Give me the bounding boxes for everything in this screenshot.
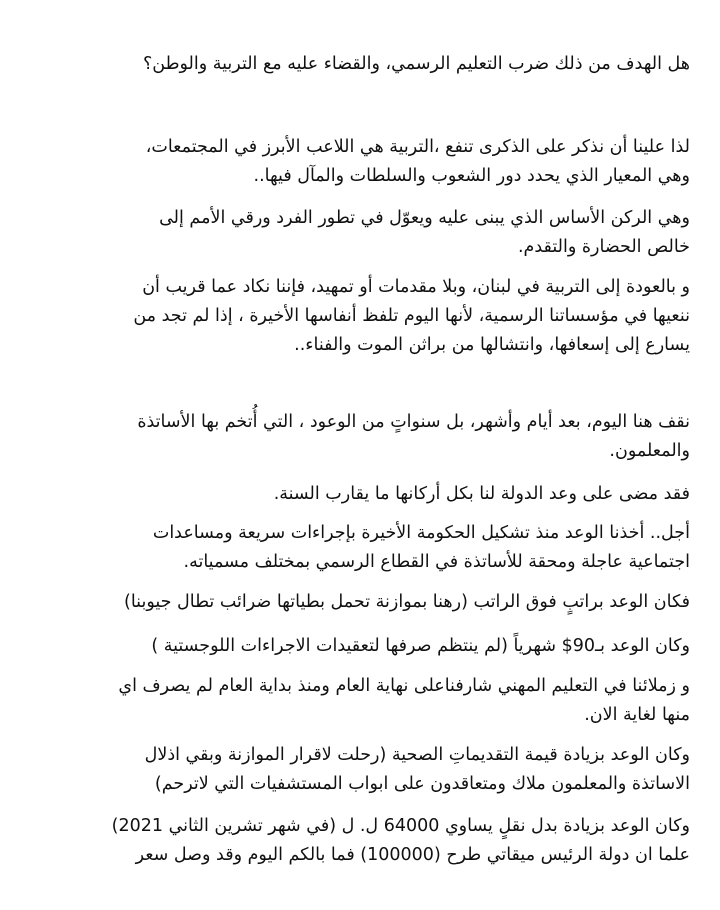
paragraph-line: و بالعودة إلى التربية في لبنان، وبلا مقدمات أو تمهيد، فإننا نكاد عما قريب أن bbox=[142, 277, 690, 297]
heading-line: هل الهدف من ذلك ضرب التعليم الرسمي، والقضاء عليه مع التربية والوطن؟ bbox=[142, 54, 690, 74]
paragraph-line: وكان الوعد بـ90$ شهرياً (لم ينتظم صرفها لتعقيدات الاجراءات اللوجستية ) bbox=[151, 636, 690, 656]
paragraph-line: و زملائنا في التعليم المهني شارفناعلى نهاية العام ومنذ بداية العام لم يصرف اي bbox=[118, 676, 690, 696]
paragraph-line: منها لغاية الان. bbox=[584, 705, 690, 725]
document-heading bbox=[50, 50, 690, 79]
paragraph-8 bbox=[50, 632, 690, 661]
paragraph-3 bbox=[50, 273, 690, 360]
paragraph-2 bbox=[50, 204, 690, 262]
paragraph-10 bbox=[50, 741, 690, 799]
paragraph-7 bbox=[50, 588, 690, 617]
paragraph-line: وكان الوعد بزيادة قيمة التقديماتِ الصحية (رحلت لاقرار الموازنة وبقي اذلال bbox=[144, 745, 690, 765]
paragraph-4 bbox=[50, 408, 690, 466]
paragraph-line: اجتماعية عاجلة ومحقة للأساتذة في القطاع الرسمي بمختلف مسمياته. bbox=[183, 552, 690, 572]
paragraph-line: خالص الحضارة والتقدم. bbox=[517, 237, 690, 257]
paragraph-line: وهي الركن الأساس الذي يبنى عليه ويعوّل في تطور الفرد ورقي الأمم إلى bbox=[159, 208, 690, 228]
paragraph-line: الاساتذة والمعلمون ملاك ومتعاقدون على ابواب المستشفيات التي لاترحم) bbox=[154, 774, 690, 794]
paragraph-11 bbox=[50, 812, 690, 870]
paragraph-line: ننعيها في مؤسساتنا الرسمية، لأنها اليوم تلفظ أنفاسها الأخيرة ، إذا لم تجد من bbox=[133, 306, 690, 326]
paragraph-line: يسارع إلى إسعافها، وانتشالها من براثن الموت والفناء.. bbox=[294, 335, 690, 355]
paragraph-line: والمعلمون. bbox=[609, 441, 690, 461]
paragraph-9 bbox=[50, 672, 690, 730]
paragraph-5 bbox=[50, 480, 690, 509]
paragraph-line: علما ان دولة الرئيس ميقاتي طرح (100000) فما بالكم اليوم وقد وصل سعر bbox=[135, 845, 690, 865]
paragraph-line: فكان الوعد براتبٍ فوق الراتب (رهنا بموازنة تحمل بطياتها ضرائب تطال جيوبنا) bbox=[124, 592, 690, 612]
paragraph-1 bbox=[50, 133, 690, 191]
paragraph-line: أجل.. أخذنا الوعد منذ تشكيل الحكومة الأخيرة بإجراءات سريعة ومساعدات bbox=[152, 523, 690, 543]
paragraph-line: وكان الوعد بزيادة بدل نقلٍ يساوي 64000 ل. ل (في شهر تشرين الثاني 2021) bbox=[111, 816, 690, 836]
paragraph-line: نقف هنا اليوم، بعد أيام وأشهر، بل سنواتٍ من الوعود ، التي أُتخم بها الأساتذة bbox=[137, 412, 690, 432]
paragraph-line: فقد مضى على وعد الدولة لنا بكل أركانها ما يقارب السنة. bbox=[273, 484, 690, 504]
paragraph-line: وهي المعيار الذي يحدد دور الشعوب والسلطات والمآل فيها.. bbox=[253, 166, 690, 186]
paragraph-line: لذا علينا أن نذكر على الذكرى تنفع ،التربية هي اللاعب الأبرز في المجتمعات، bbox=[145, 137, 690, 157]
paragraph-6 bbox=[50, 519, 690, 577]
